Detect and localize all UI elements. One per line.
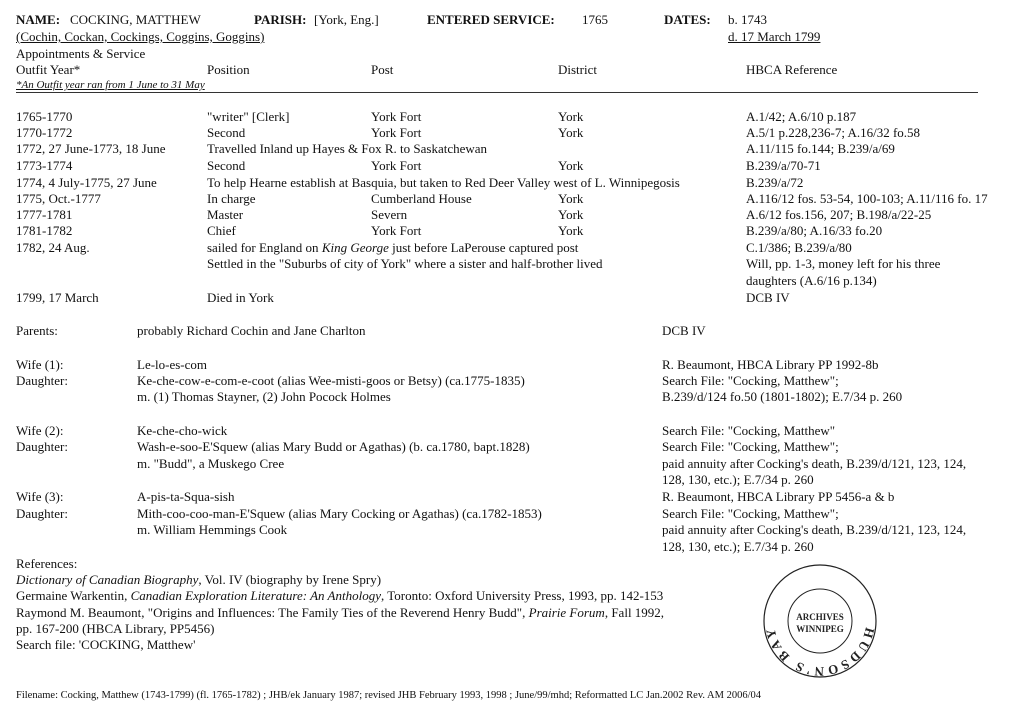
daughter2-label: Daughter: bbox=[16, 439, 68, 454]
settled-reference-line2: daughters (A.6/16 p.134) bbox=[746, 273, 877, 288]
row-position: Second bbox=[207, 158, 246, 173]
row-year: 1774, 4 July-1775, 27 June bbox=[16, 175, 157, 190]
reference-beaumont bbox=[16, 605, 664, 621]
beaumont-journal: Prairie Forum bbox=[528, 605, 605, 620]
row-reference: Will, pp. 1-3, money left for his three bbox=[746, 256, 941, 271]
row-reference: A.6/12 fos.156, 207; B.198/a/22-25 bbox=[746, 207, 932, 222]
table-row bbox=[0, 158, 1023, 174]
row-reference: B.239/a/72 bbox=[746, 175, 804, 190]
row-reference: A.5/1 p.228,236-7; A.16/32 fo.58 bbox=[746, 125, 921, 140]
wife2-reference: 128, 130, etc.); E.7/34 p. 260 bbox=[662, 472, 814, 487]
row-year: 1777-1781 bbox=[16, 207, 73, 222]
reference-beaumont-pages: pp. 167-200 (HBCA Library, PP5456) bbox=[16, 621, 215, 636]
row-post: York Fort bbox=[371, 109, 422, 124]
column-district: District bbox=[558, 62, 597, 77]
daughter2-marriage: m. "Budd", a Muskego Cree bbox=[137, 456, 285, 471]
row-position: Second bbox=[207, 125, 246, 140]
table-row bbox=[0, 141, 1023, 157]
hbc-archives-seal bbox=[761, 562, 879, 680]
row-position: "writer" [Clerk] bbox=[207, 109, 290, 124]
row-reference: C.1/386; B.239/a/80 bbox=[746, 240, 852, 255]
row-reference: A.1/42; A.6/10 p.187 bbox=[746, 109, 857, 124]
outfit-year-footnote: *An Outfit year ran from 1 June to 31 May bbox=[16, 79, 205, 91]
table-row bbox=[0, 240, 1023, 256]
daughter1-marriage: m. (1) Thomas Stayner, (2) John Pocock Holmes bbox=[137, 389, 391, 404]
row-post: York Fort bbox=[371, 158, 422, 173]
row-position: To help Hearne establish at Basquia, but taken to Red Deer Valley west of L. Winnipegosis bbox=[207, 175, 680, 190]
row-reference: DCB IV bbox=[746, 290, 790, 305]
parents-reference: DCB IV bbox=[662, 323, 706, 338]
wife1-label: Wife (1): bbox=[16, 357, 64, 372]
row-position: Died in York bbox=[207, 290, 274, 305]
row-position: Chief bbox=[207, 223, 236, 238]
name-value: COCKING, MATTHEW bbox=[70, 12, 201, 27]
dcb-details: , Vol. IV (biography by Irene Spry) bbox=[198, 572, 382, 587]
row-position: In charge bbox=[207, 191, 256, 206]
dcb-title: Dictionary of Canadian Biography bbox=[16, 572, 199, 587]
reference-warkentin bbox=[16, 588, 663, 604]
daughter2-name: Wash-e-soo-E'Squew (alias Mary Budd or Agathas) (b. ca.1780, bapt.1828) bbox=[137, 439, 530, 454]
table-row bbox=[0, 125, 1023, 141]
row-position bbox=[207, 240, 578, 256]
warkentin-title: Canadian Exploration Literature: An Anthology bbox=[130, 588, 381, 603]
daughter3-name: Mith-coo-coo-man-E'Squew (alias Mary Cocking or Agathas) (ca.1782-1853) bbox=[137, 506, 542, 521]
row-year: 1782, 24 Aug. bbox=[16, 240, 90, 255]
daughter1-name: Ke-che-cow-e-com-e-coot (alias Wee-misti-goos or Betsy) (ca.1775-1835) bbox=[137, 373, 525, 388]
row-district: York bbox=[558, 207, 584, 222]
seal-center-line1: ARCHIVES bbox=[796, 612, 844, 622]
name-aliases: (Cochin, Cockan, Cockings, Coggins, Goggins) bbox=[16, 29, 265, 44]
row-district: York bbox=[558, 125, 584, 140]
references-heading: References: bbox=[16, 556, 78, 571]
row-reference: B.239/a/70-71 bbox=[746, 158, 821, 173]
wife1-reference: B.239/d/124 fo.50 (1801-1802); E.7/34 p. 260 bbox=[662, 389, 903, 404]
wife3-reference: 128, 130, etc.); E.7/34 p. 260 bbox=[662, 539, 814, 554]
daughter1-label: Daughter: bbox=[16, 373, 68, 388]
row-post: York Fort bbox=[371, 223, 422, 238]
footer-filename: Filename: Cocking, Matthew (1743-1799) (fl. 1765-1782) ; JHB/ek January 1987; revised JHB February 1993, 1998 ; June/99/mhd; Reformatted LC Jan.2002 Rev. AM 2006/04 bbox=[16, 690, 762, 701]
column-hbca-reference: HBCA Reference bbox=[746, 62, 838, 77]
row-year: 1770-1772 bbox=[16, 125, 73, 140]
entered-service-value: 1765 bbox=[582, 12, 608, 27]
wife2-name: Ke-che-cho-wick bbox=[137, 423, 228, 438]
table-row bbox=[0, 256, 1023, 272]
row-reference: A.116/12 fos. 53-54, 100-103; A.11/116 fo. 17 bbox=[746, 191, 988, 206]
reference-search-file: Search file: 'COCKING, Matthew' bbox=[16, 637, 196, 652]
row-year: 1773-1774 bbox=[16, 158, 73, 173]
row-year: 1799, 17 March bbox=[16, 290, 99, 305]
table-row bbox=[0, 191, 1023, 207]
row-year: 1772, 27 June-1773, 18 June bbox=[16, 141, 166, 156]
wife2-label: Wife (2): bbox=[16, 423, 64, 438]
table-row bbox=[0, 223, 1023, 239]
dates-label: DATES: bbox=[664, 12, 711, 27]
death-date: d. 17 March 1799 bbox=[728, 29, 821, 44]
wife2-reference: Search File: "Cocking, Matthew"; bbox=[662, 439, 839, 454]
warkentin-author: Germaine Warkentin, bbox=[16, 588, 131, 603]
parents-value: probably Richard Cochin and Jane Charlton bbox=[137, 323, 366, 338]
sailed-text-after: just before LaPerouse captured post bbox=[388, 240, 579, 255]
daughter3-marriage: m. William Hemmings Cook bbox=[137, 522, 288, 537]
seal-graphic bbox=[761, 562, 879, 680]
row-year: 1765-1770 bbox=[16, 109, 73, 124]
daughter3-label: Daughter: bbox=[16, 506, 68, 521]
row-reference: B.239/a/80; A.16/33 fo.20 bbox=[746, 223, 883, 238]
row-post: Severn bbox=[371, 207, 408, 222]
wife3-reference: R. Beaumont, HBCA Library PP 5456-a & b bbox=[662, 489, 895, 504]
wife2-reference: paid annuity after Cocking's death, B.239/d/121, 123, 124, bbox=[662, 456, 967, 471]
wife2-reference: Search File: "Cocking, Matthew" bbox=[662, 423, 836, 438]
row-year: 1781-1782 bbox=[16, 223, 73, 238]
ship-name: King George bbox=[321, 240, 389, 255]
row-position: Settled in the "Suburbs of city of York" where a sister and half-brother lived bbox=[207, 256, 603, 271]
row-reference: A.11/115 fo.144; B.239/a/69 bbox=[746, 141, 895, 156]
column-position: Position bbox=[207, 62, 250, 77]
birth-date: b. 1743 bbox=[728, 12, 767, 27]
row-post: Cumberland House bbox=[371, 191, 472, 206]
header-divider bbox=[16, 92, 978, 93]
reference-dcb bbox=[16, 572, 381, 588]
row-district: York bbox=[558, 191, 584, 206]
wife1-name: Le-lo-es-com bbox=[137, 357, 208, 372]
row-district: York bbox=[558, 223, 584, 238]
row-district: York bbox=[558, 109, 584, 124]
wife3-reference: paid annuity after Cocking's death, B.239/d/121, 123, 124, bbox=[662, 522, 967, 537]
name-label: NAME: bbox=[16, 12, 61, 27]
wife3-label: Wife (3): bbox=[16, 489, 64, 504]
appointments-heading: Appointments & Service bbox=[16, 46, 146, 61]
beaumont-text: Raymond M. Beaumont, "Origins and Influences: The Family Ties of the Reverend Henry Budd", bbox=[16, 605, 529, 620]
seal-center-line2: WINNIPEG bbox=[796, 624, 844, 634]
table-row bbox=[0, 175, 1023, 191]
table-row bbox=[0, 109, 1023, 125]
row-year: 1775, Oct.-1777 bbox=[16, 191, 101, 206]
row-district: York bbox=[558, 158, 584, 173]
parish-label: PARISH: bbox=[254, 12, 307, 27]
column-post: Post bbox=[371, 62, 394, 77]
row-position: Master bbox=[207, 207, 244, 222]
table-row bbox=[0, 290, 1023, 306]
seal-ring-text: HUDSON'S BAY bbox=[762, 624, 878, 680]
table-row bbox=[0, 207, 1023, 223]
sailed-text-before: sailed for England on bbox=[207, 240, 322, 255]
wife3-reference: Search File: "Cocking, Matthew"; bbox=[662, 506, 839, 521]
beaumont-details: , Fall 1992, bbox=[604, 605, 665, 620]
row-position: Travelled Inland up Hayes & Fox R. to Saskatchewan bbox=[207, 141, 488, 156]
parents-label: Parents: bbox=[16, 323, 58, 338]
wife3-name: A-pis-ta-Squa-sish bbox=[137, 489, 235, 504]
column-outfit-year: Outfit Year* bbox=[16, 62, 81, 77]
warkentin-details: , Toronto: Oxford University Press, 1993, pp. 142-153 bbox=[380, 588, 664, 603]
wife1-reference: R. Beaumont, HBCA Library PP 1992-8b bbox=[662, 357, 879, 372]
row-post: York Fort bbox=[371, 125, 422, 140]
entered-service-label: ENTERED SERVICE: bbox=[427, 12, 555, 27]
parish-value: [York, Eng.] bbox=[314, 12, 379, 27]
wife1-reference: Search File: "Cocking, Matthew"; bbox=[662, 373, 839, 388]
